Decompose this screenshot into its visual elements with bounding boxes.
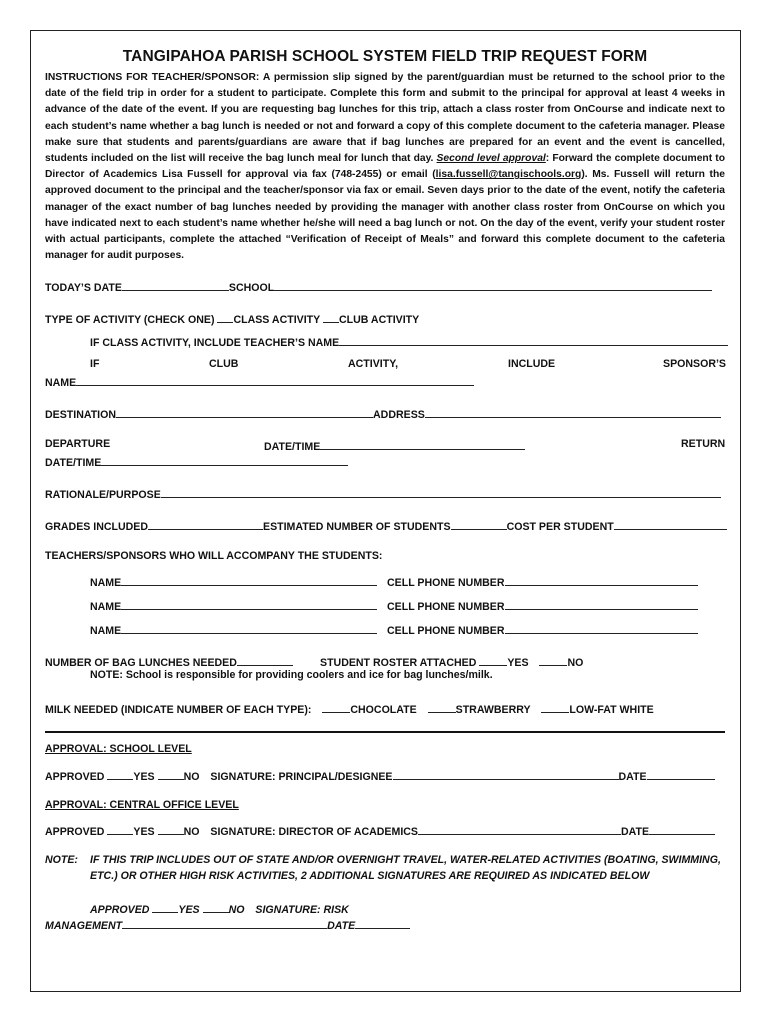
chocolate-label: CHOCOLATE [350, 704, 417, 716]
destination-label: DESTINATION [45, 409, 117, 421]
sponsor-name-input[interactable] [121, 574, 377, 586]
bag-lunches-field[interactable] [237, 654, 293, 666]
note-label: NOTE: [45, 854, 78, 866]
cost-per-student-label: COST PER STUDENT [506, 521, 614, 533]
sponsor-name-row [45, 374, 474, 389]
sponsor-name-field[interactable] [76, 374, 474, 386]
note-line-1: IF THIS TRIP INCLUDES OUT OF STATE AND/OR OVERNIGHT TRAVEL, WATER-RELATED ACTIVITIES (BOATING, SWIMMING, [90, 854, 721, 866]
central-date-field[interactable] [649, 823, 715, 835]
instructions-paragraph [45, 70, 725, 264]
address-field[interactable] [425, 406, 721, 418]
roster-yes-field[interactable] [479, 654, 507, 666]
approved-label: APPROVED [45, 771, 105, 783]
central-no-label: NO [183, 826, 200, 838]
club-activity-label: CLUB ACTIVITY [338, 314, 420, 326]
club-word: CLUB [209, 358, 239, 370]
risk-date-field[interactable] [355, 917, 410, 929]
sponsor-phone-label: CELL PHONE NUMBER [387, 577, 505, 589]
school-no-field[interactable] [158, 768, 184, 780]
form-title: TANGIPAHOA PARISH SCHOOL SYSTEM FIELD TRIP REQUEST FORM [122, 48, 648, 65]
risk-approved-label: APPROVED [90, 904, 150, 916]
sponsor-phone-row [387, 598, 698, 613]
risk-signature-label: SIGNATURE: RISK [255, 904, 349, 916]
return-datetime-label: DATE/TIME [45, 457, 102, 469]
approved-label: APPROVED [45, 826, 105, 838]
director-signature-field[interactable] [418, 823, 621, 835]
sponsor-phone-label: CELL PHONE NUMBER [387, 625, 505, 637]
sponsor-phone-input[interactable] [505, 574, 698, 586]
school-yes-field[interactable] [107, 768, 133, 780]
instructions-part3: ). Ms. Fussell will return the approved document to the principal and the teacher/sponsor via fax or email. Seven days prior to the date of the event, notify the cafeteria manager of the exact number of bag lunches needed by providing the manager with another class roster from OnCourse on which you have indicated next to each student’s name whether he/she will need a bag lunch or not. On the day of the event, verify your student roster with actual participants, complete the attached “Verification of Receipt of Meals” and forward this complete document to the cafeteria manager for audit purposes. [45, 169, 725, 262]
lowfat-label: LOW-FAT WHITE [569, 704, 654, 716]
sponsor-name-label: NAME [90, 601, 122, 613]
include-word: INCLUDE [508, 358, 556, 370]
risk-yes-label: YES [178, 904, 200, 916]
sponsor-phone-input[interactable] [505, 598, 698, 610]
class-activity-label: CLASS ACTIVITY [233, 314, 320, 326]
sponsor-name-label: NAME [90, 577, 122, 589]
if-word: IF [90, 358, 100, 370]
central-approval-row [45, 823, 715, 838]
return-label: RETURN [681, 438, 726, 450]
sponsor-name-label: NAME [45, 377, 77, 389]
type-of-activity-label: TYPE OF ACTIVITY (CHECK ONE) [45, 314, 215, 326]
approval-school-heading: APPROVAL: SCHOOL LEVEL [45, 743, 192, 755]
instructions-part1: INSTRUCTIONS FOR TEACHER/SPONSOR: A permission slip signed by the parent/guardian must be returned to the school prior to the date of the field trip in order for a student to participate. Complete this form and submit to the principal for approval at least 4 weeks in advance of the date of the event. If you are requesting bag lunches for this trip, attach a class roster from OnCourse and indicate next to each student’s name whether a bag lunch is needed or not and forward a copy of this complete document to the cafeteria manager. Please make sure that students and parents/guardians are aware that if bag lunches are prepared for an event and the event is cancelled, students included on the list will receive the bag lunch meal for lunch that day. [45, 72, 725, 165]
school-label: SCHOOL [228, 282, 275, 294]
todays-date-row [45, 279, 712, 294]
central-no-field[interactable] [158, 823, 184, 835]
sponsor-row [90, 622, 377, 637]
instructions-part2: : Forward the complete document to Director of Academics Lisa Fussell for approval via fax (748-2455) or email ( [45, 153, 725, 181]
sponsor-row [90, 598, 377, 613]
departure-datetime-field[interactable] [320, 438, 525, 450]
school-field[interactable] [274, 279, 712, 291]
central-yes-field[interactable] [107, 823, 133, 835]
departure-datetime-row [264, 438, 525, 453]
roster-yes-label: YES [507, 657, 529, 669]
school-yes-label: YES [133, 771, 155, 783]
central-yes-label: YES [133, 826, 155, 838]
risk-approval-row [90, 901, 349, 916]
strawberry-label: STRAWBERRY [455, 704, 531, 716]
note-line-2: ETC.) OR OTHER HIGH RISK ACTIVITIES, 2 ADDITIONAL SIGNATURES ARE REQUIRED AS INDICATED BELOW [90, 870, 650, 882]
class-activity-checkbox[interactable] [217, 311, 233, 323]
risk-management-row [45, 917, 410, 932]
sponsor-phone-row [387, 622, 698, 637]
destination-row [45, 406, 721, 421]
bag-lunches-label: NUMBER OF BAG LUNCHES NEEDED [45, 657, 237, 669]
teacher-name-field[interactable] [339, 334, 728, 346]
sponsor-name-input[interactable] [121, 622, 377, 634]
milk-needed-label: MILK NEEDED (INDICATE NUMBER OF EACH TYPE): [45, 704, 312, 716]
principal-signature-field[interactable] [393, 768, 619, 780]
teacher-name-row [90, 334, 728, 349]
risk-management-label: MANAGEMENT [45, 920, 123, 932]
school-approval-row [45, 768, 715, 783]
second-level-approval: Second level approval [436, 153, 546, 165]
principal-signature-label: SIGNATURE: PRINCIPAL/DESIGNEE [210, 771, 393, 783]
school-no-label: NO [183, 771, 200, 783]
risk-yes-field[interactable] [152, 901, 178, 913]
return-datetime-field[interactable] [101, 454, 348, 466]
type-of-activity-row [45, 311, 419, 326]
roster-row [320, 654, 583, 669]
if-class-label: IF CLASS ACTIVITY, INCLUDE TEACHER’S NAME [90, 337, 340, 349]
sponsors-word: SPONSOR’S [663, 358, 726, 370]
grades-row [45, 518, 727, 533]
roster-no-label: NO [567, 657, 584, 669]
return-datetime-row [45, 454, 348, 469]
sponsor-phone-row [387, 574, 698, 589]
roster-attached-label: STUDENT ROSTER ATTACHED [320, 657, 477, 669]
address-label: ADDRESS [373, 409, 425, 421]
bag-lunch-note: NOTE: School is responsible for providing coolers and ice for bag lunches/milk. [90, 669, 493, 681]
rationale-field[interactable] [161, 486, 721, 498]
milk-row [45, 701, 654, 716]
sponsor-row [90, 574, 377, 589]
school-date-field[interactable] [647, 768, 715, 780]
rationale-label: RATIONALE/PURPOSE [45, 489, 161, 501]
section-divider [45, 731, 725, 733]
sponsor-phone-input[interactable] [505, 622, 698, 634]
teachers-heading: TEACHERS/SPONSORS WHO WILL ACCOMPANY THE STUDENTS: [45, 550, 383, 562]
central-date-label: DATE [620, 826, 650, 838]
bag-lunches-row [45, 654, 293, 669]
cost-per-student-field[interactable] [614, 518, 727, 530]
email-link[interactable]: lisa.fussell@tangischools.org [435, 169, 582, 181]
strawberry-field[interactable] [428, 701, 456, 713]
risk-date-label: DATE [327, 920, 356, 932]
school-date-label: DATE [618, 771, 647, 783]
todays-date-field[interactable] [122, 279, 229, 291]
activity-word: ACTIVITY, [348, 358, 399, 370]
approval-central-heading: APPROVAL: CENTRAL OFFICE LEVEL [45, 799, 239, 811]
destination-field[interactable] [116, 406, 373, 418]
grades-included-label: GRADES INCLUDED [45, 521, 148, 533]
lowfat-field[interactable] [541, 701, 569, 713]
grades-included-field[interactable] [148, 518, 263, 530]
estimated-students-label: ESTIMATED NUMBER OF STUDENTS [263, 521, 451, 533]
todays-date-label: TODAY’S DATE [45, 282, 122, 294]
departure-label: DEPARTURE [45, 438, 111, 450]
chocolate-field[interactable] [322, 701, 350, 713]
sponsor-name-input[interactable] [121, 598, 377, 610]
estimated-students-field[interactable] [451, 518, 507, 530]
rationale-row [45, 486, 721, 501]
club-activity-checkbox[interactable] [323, 311, 339, 323]
risk-no-field[interactable] [203, 901, 229, 913]
sponsor-name-label: NAME [90, 625, 122, 637]
risk-signature-field[interactable] [122, 917, 327, 929]
roster-no-field[interactable] [539, 654, 567, 666]
departure-datetime-label: DATE/TIME [264, 441, 321, 453]
director-signature-label: SIGNATURE: DIRECTOR OF ACADEMICS [210, 826, 418, 838]
sponsor-phone-label: CELL PHONE NUMBER [387, 601, 505, 613]
risk-no-label: NO [228, 904, 245, 916]
